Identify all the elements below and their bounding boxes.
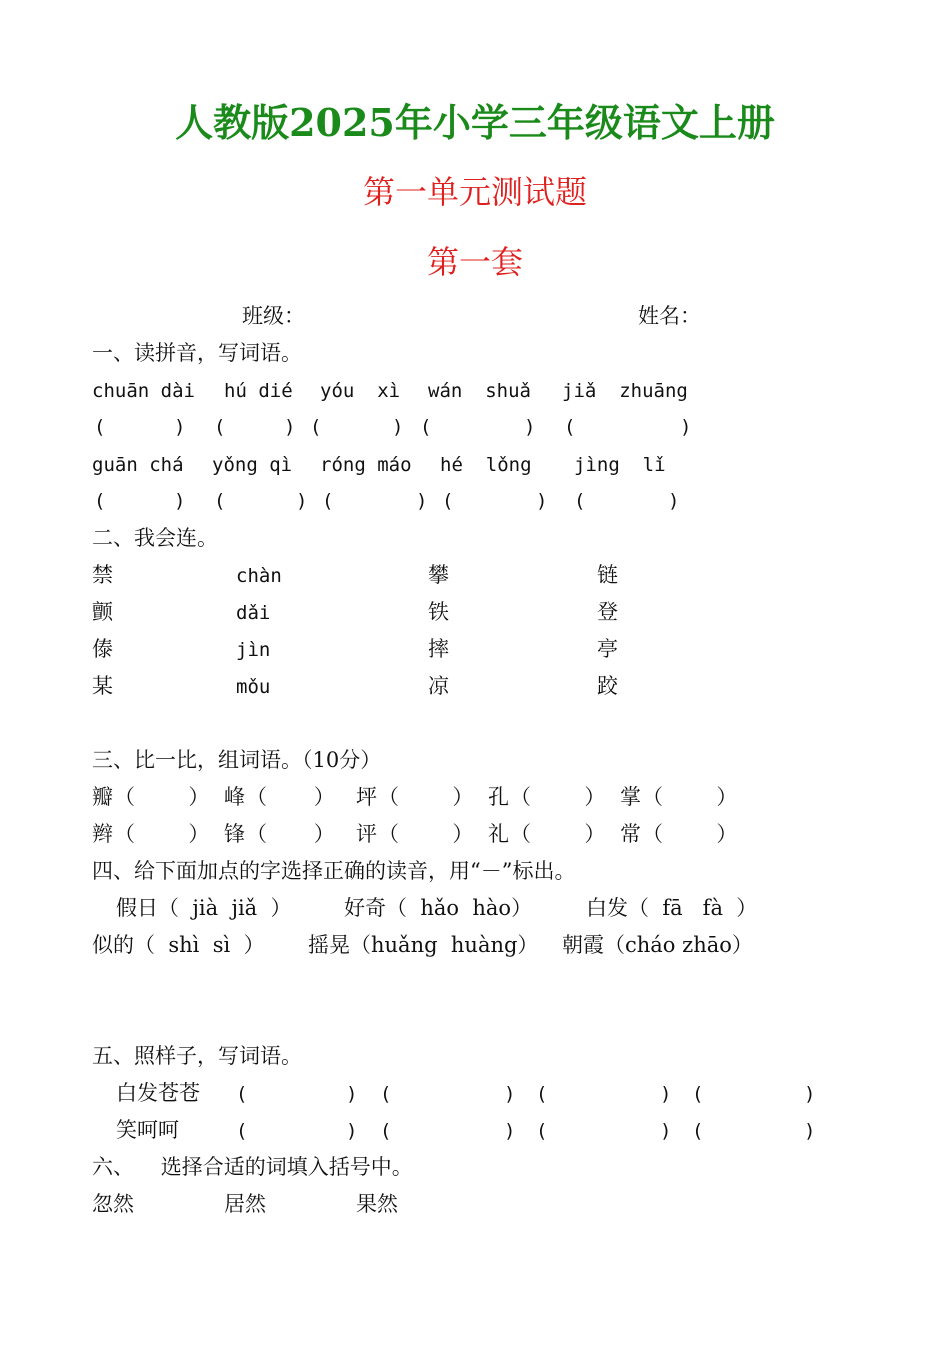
compare-char: 峰 — [224, 785, 245, 809]
pinyin-item: róng máo — [320, 454, 412, 476]
pinyin-item: hú dié — [224, 380, 293, 402]
answer-paren-open: ( — [692, 1083, 704, 1105]
word-choice: 果然 — [356, 1192, 398, 1216]
answer-paren-close: ) — [174, 416, 186, 438]
section-6-heading: 六、 选择合适的词填入括号中。 — [92, 1155, 413, 1179]
pinyin-item: chuān dài — [92, 380, 195, 402]
page-subtitle: 第一单元测试题 — [362, 173, 587, 211]
compare-char: 辫 — [92, 822, 113, 846]
example-word: 白发苍苍 — [116, 1081, 200, 1105]
compare-char: 孔 — [488, 785, 509, 809]
word-choice: 忽然 — [92, 1192, 134, 1216]
answer-paren-close: ) — [392, 416, 404, 438]
match-pinyin: chàn — [236, 565, 282, 587]
compare-char: 坪 — [356, 785, 377, 809]
answer-paren-close: ) — [346, 1120, 358, 1142]
answer-paren-close: ) — [680, 416, 692, 438]
section-5-heading: 五、照样子，写词语。 — [92, 1044, 302, 1068]
answer-blank: （ ） — [642, 822, 738, 846]
answer-paren-close: ) — [284, 416, 296, 438]
pinyin-item: jiǎ zhuāng — [562, 380, 688, 402]
answer-paren-close: ) — [804, 1120, 816, 1142]
answer-paren-close: ) — [174, 490, 186, 512]
answer-paren-close: ) — [804, 1083, 816, 1105]
example-word: 笑呵呵 — [116, 1118, 179, 1142]
answer-paren-close: ) — [416, 490, 428, 512]
answer-paren-open: ( — [380, 1083, 392, 1105]
answer-paren-close: ) — [504, 1120, 516, 1142]
match-char: 傣 — [92, 637, 113, 661]
answer-blank: （ ） — [114, 822, 210, 846]
reading-choice: 似的（ shì sì ） — [92, 933, 265, 957]
match-pinyin: jìn — [236, 639, 271, 661]
answer-paren-open: ( — [214, 416, 226, 438]
match-char: 凉 — [428, 674, 449, 698]
reading-choice: 摇晃（huǎng huàng） — [308, 933, 539, 957]
answer-paren-close: ) — [660, 1120, 672, 1142]
answer-paren-open: ( — [380, 1120, 392, 1142]
answer-paren-open: ( — [94, 490, 106, 512]
pinyin-item: yóu xì — [320, 380, 401, 402]
answer-paren-open: ( — [236, 1120, 248, 1142]
pinyin-item: wán shuǎ — [428, 380, 531, 402]
compare-char: 评 — [356, 822, 377, 846]
match-char: 攀 — [428, 563, 449, 587]
answer-paren-close: ) — [346, 1083, 358, 1105]
compare-char: 锋 — [224, 822, 245, 846]
answer-paren-open: ( — [442, 490, 454, 512]
answer-paren-close: ) — [524, 416, 536, 438]
answer-paren-close: ) — [296, 490, 308, 512]
answer-blank: （ ） — [378, 785, 474, 809]
section-1-heading: 一、读拼音，写词语。 — [92, 341, 302, 365]
reading-choice: 假日（ jià jiǎ ） — [116, 896, 292, 920]
compare-char: 礼 — [488, 822, 509, 846]
match-char: 摔 — [428, 637, 449, 661]
name-label: 姓名： — [638, 304, 701, 328]
word-choice: 居然 — [224, 1192, 266, 1216]
answer-paren-close: ) — [504, 1083, 516, 1105]
match-char: 亭 — [597, 637, 618, 661]
answer-paren-close: ) — [660, 1083, 672, 1105]
section-3-heading: 三、比一比，组词语。（10分） — [92, 748, 382, 772]
set-label: 第一套 — [426, 243, 523, 281]
answer-paren-open: ( — [214, 490, 226, 512]
match-char: 禁 — [92, 563, 113, 587]
reading-choice: 朝霞（cháo zhāo） — [562, 933, 753, 957]
answer-blank: （ ） — [378, 822, 474, 846]
match-char: 链 — [597, 563, 618, 587]
answer-paren-open: ( — [536, 1083, 548, 1105]
answer-paren-open: ( — [310, 416, 322, 438]
match-pinyin: mǒu — [236, 676, 271, 698]
class-label: 班级： — [242, 304, 305, 328]
answer-blank: （ ） — [510, 822, 606, 846]
answer-paren-open: ( — [420, 416, 432, 438]
section-2-heading: 二、我会连。 — [92, 526, 218, 550]
match-char: 某 — [92, 674, 113, 698]
page-title: 人教版2025年小学三年级语文上册 — [175, 100, 775, 145]
answer-paren-open: ( — [236, 1083, 248, 1105]
answer-blank: （ ） — [642, 785, 738, 809]
compare-char: 常 — [620, 822, 641, 846]
answer-blank: （ ） — [246, 822, 335, 846]
match-pinyin: dǎi — [236, 602, 271, 624]
match-char: 登 — [597, 600, 618, 624]
answer-paren-open: ( — [692, 1120, 704, 1142]
pinyin-item: guān chá — [92, 454, 184, 476]
match-char: 颤 — [92, 600, 113, 624]
match-char: 跤 — [597, 674, 618, 698]
pinyin-item: jìng lǐ — [574, 454, 666, 476]
reading-choice: 好奇（ hǎo hào） — [344, 896, 533, 920]
pinyin-item: hé lǒng — [440, 454, 532, 476]
answer-paren-open: ( — [322, 490, 334, 512]
answer-paren-open: ( — [94, 416, 106, 438]
answer-blank: （ ） — [114, 785, 210, 809]
compare-char: 瓣 — [92, 785, 113, 809]
match-char: 铁 — [428, 600, 449, 624]
pinyin-item: yǒng qì — [212, 454, 293, 476]
answer-paren-open: ( — [536, 1120, 548, 1142]
answer-blank: （ ） — [510, 785, 606, 809]
answer-blank: （ ） — [246, 785, 335, 809]
compare-char: 掌 — [620, 785, 641, 809]
section-4-heading: 四、给下面加点的字选择正确的读音，用“－”标出。 — [92, 859, 576, 883]
answer-paren-open: ( — [574, 490, 586, 512]
reading-choice: 白发（ fā fà ） — [586, 896, 758, 920]
answer-paren-close: ) — [536, 490, 548, 512]
answer-paren-close: ) — [668, 490, 680, 512]
answer-paren-open: ( — [564, 416, 576, 438]
